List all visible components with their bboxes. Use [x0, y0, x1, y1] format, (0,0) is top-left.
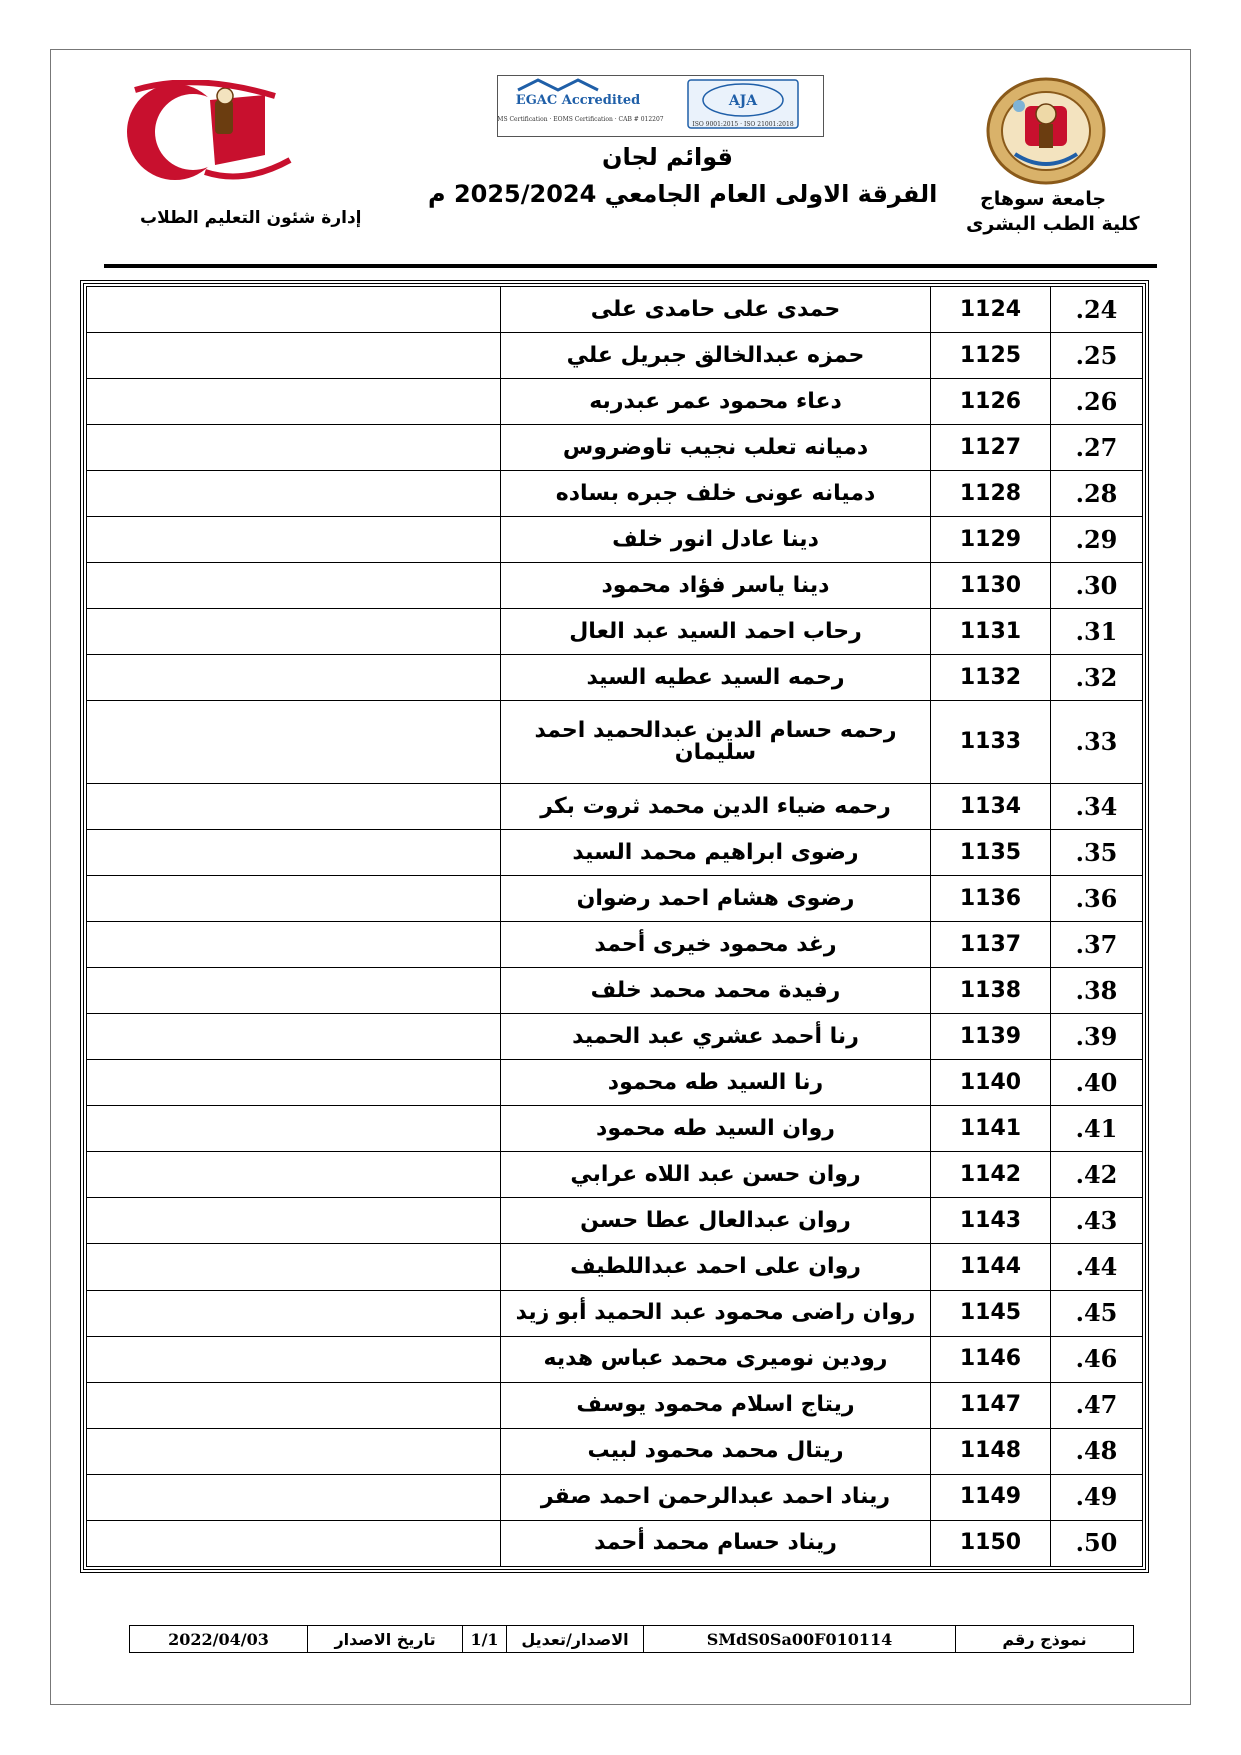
signature-cell — [87, 830, 501, 876]
seat-number: 1136 — [931, 876, 1051, 922]
student-name: رغد محمود خيرى أحمد — [501, 922, 931, 968]
row-number: 47. — [1051, 1382, 1143, 1428]
row-number: 48. — [1051, 1428, 1143, 1474]
header-rule — [104, 264, 1157, 268]
row-number: 25. — [1051, 333, 1143, 379]
signature-cell — [87, 1244, 501, 1290]
version-label: الاصدار/تعديل — [506, 1626, 643, 1652]
date-value: 2022/04/03 — [168, 1629, 269, 1649]
form-code: SMdS0Sa00F010114 — [643, 1626, 955, 1652]
seat-number: 1140 — [931, 1060, 1051, 1106]
student-name: روان السيد طه محمود — [501, 1106, 931, 1152]
doc-title: قوائم لجان — [602, 143, 733, 171]
faculty-name: كلية الطب البشرى — [966, 213, 1140, 235]
student-name: روان راضى محمود عبد الحميد أبو زيد — [501, 1290, 931, 1336]
seat-number: 1133 — [931, 701, 1051, 784]
signature-cell — [87, 1474, 501, 1520]
seat-number: 1137 — [931, 922, 1051, 968]
form-label: نموذج رقم — [955, 1626, 1133, 1652]
student-name: روان عبدالعال عطا حسن — [501, 1198, 931, 1244]
date-label: تاريخ الاصدار — [307, 1626, 462, 1652]
seat-number: 1138 — [931, 968, 1051, 1014]
signature-cell — [87, 379, 501, 425]
table-row — [87, 876, 1143, 922]
signature-cell — [87, 1198, 501, 1244]
student-name: رفيدة محمد محمد خلف — [501, 968, 931, 1014]
version-value: 1/1 — [462, 1626, 506, 1652]
table-row — [87, 1474, 1143, 1520]
signature-cell — [87, 784, 501, 830]
seat-number: 1150 — [931, 1520, 1051, 1566]
table-row — [87, 922, 1143, 968]
table-row — [87, 1198, 1143, 1244]
row-number: 43. — [1051, 1198, 1143, 1244]
seat-number: 1141 — [931, 1106, 1051, 1152]
cert-left-sub: QMS Certification · EOMS Certification · CAB # 012207 — [498, 116, 664, 123]
student-name: ريتاج اسلام محمود يوسف — [501, 1382, 931, 1428]
signature-cell — [87, 1336, 501, 1382]
table-row — [87, 701, 1143, 784]
student-name: حمدى على حامدى على — [501, 287, 931, 333]
table-row — [87, 563, 1143, 609]
seat-number: 1128 — [931, 471, 1051, 517]
table-row — [87, 830, 1143, 876]
signature-cell — [87, 968, 501, 1014]
table-row — [87, 1290, 1143, 1336]
seat-number: 1135 — [931, 830, 1051, 876]
row-number: 50. — [1051, 1520, 1143, 1566]
student-name: رحمه ضياء الدين محمد ثروت بكر — [501, 784, 931, 830]
student-name: روان حسن عبد اللاه عرابي — [501, 1152, 931, 1198]
student-name: رضوى هشام احمد رضوان — [501, 876, 931, 922]
row-number: 33. — [1051, 701, 1143, 784]
row-number: 42. — [1051, 1152, 1143, 1198]
seat-number: 1125 — [931, 333, 1051, 379]
row-number: 39. — [1051, 1014, 1143, 1060]
student-name: دعاء محمود عمر عبدربه — [501, 379, 931, 425]
table-row — [87, 333, 1143, 379]
row-number: 29. — [1051, 517, 1143, 563]
signature-cell — [87, 876, 501, 922]
signature-cell — [87, 1382, 501, 1428]
row-number: 30. — [1051, 563, 1143, 609]
seat-number: 1127 — [931, 425, 1051, 471]
student-name: دينا عادل انور خلف — [501, 517, 931, 563]
table-row — [87, 1152, 1143, 1198]
certification-badges — [497, 75, 824, 137]
row-number: 38. — [1051, 968, 1143, 1014]
table-row — [87, 1520, 1143, 1566]
row-number: 31. — [1051, 609, 1143, 655]
signature-cell — [87, 701, 501, 784]
table-row — [87, 1382, 1143, 1428]
table-row — [87, 1244, 1143, 1290]
cert-left-title: EGAC Accredited — [515, 93, 641, 108]
signature-cell — [87, 517, 501, 563]
seat-number: 1144 — [931, 1244, 1051, 1290]
row-number: 26. — [1051, 379, 1143, 425]
student-name: رنا أحمد عشري عبد الحميد — [501, 1014, 931, 1060]
cert-right-title: AJA — [728, 93, 758, 109]
row-number: 34. — [1051, 784, 1143, 830]
student-name: ريتال محمد محمود لبيب — [501, 1428, 931, 1474]
table-row — [87, 517, 1143, 563]
student-name: دميانه عونى خلف جبره بساده — [501, 471, 931, 517]
student-name: دميانه تعلب نجيب تاوضروس — [501, 425, 931, 471]
row-number: 27. — [1051, 425, 1143, 471]
seat-number: 1124 — [931, 287, 1051, 333]
signature-cell — [87, 655, 501, 701]
signature-cell — [87, 287, 501, 333]
table-row — [87, 609, 1143, 655]
seat-number: 1146 — [931, 1336, 1051, 1382]
seat-number: 1134 — [931, 784, 1051, 830]
signature-cell — [87, 922, 501, 968]
student-name: رحاب احمد السيد عبد العال — [501, 609, 931, 655]
seat-number: 1143 — [931, 1198, 1051, 1244]
cert-right-sub: ISO 9001:2015 · ISO 21001:2018 — [692, 121, 794, 128]
row-number: 24. — [1051, 287, 1143, 333]
seat-number: 1130 — [931, 563, 1051, 609]
student-name: ريناد حسام محمد أحمد — [501, 1520, 931, 1566]
seat-number: 1131 — [931, 609, 1051, 655]
signature-cell — [87, 1428, 501, 1474]
department-name: إدارة شئون التعليم الطلاب — [140, 208, 362, 228]
table-row — [87, 1014, 1143, 1060]
table-row — [87, 471, 1143, 517]
table-row — [87, 1106, 1143, 1152]
table-row — [87, 968, 1143, 1014]
row-number: 36. — [1051, 876, 1143, 922]
row-number: 32. — [1051, 655, 1143, 701]
student-name: رنا السيد طه محمود — [501, 1060, 931, 1106]
university-name: جامعة سوهاج — [980, 188, 1107, 210]
table-row — [87, 784, 1143, 830]
seat-number: 1145 — [931, 1290, 1051, 1336]
row-number: 28. — [1051, 471, 1143, 517]
students-table — [80, 280, 1149, 1573]
table-row — [87, 425, 1143, 471]
student-name: رحمه حسام الدين عبدالحميد احمد سليمان — [501, 701, 931, 784]
table-row — [87, 287, 1143, 333]
student-name: رضوى ابراهيم محمد السيد — [501, 830, 931, 876]
signature-cell — [87, 1520, 501, 1566]
signature-cell — [87, 1014, 501, 1060]
seat-number: 1142 — [931, 1152, 1051, 1198]
table-row — [87, 1336, 1143, 1382]
table-row — [87, 1060, 1143, 1106]
doc-subtitle: الفرقة الاولى العام الجامعي 2025/2024 م — [428, 180, 938, 208]
row-number: 35. — [1051, 830, 1143, 876]
signature-cell — [87, 333, 501, 379]
seat-number: 1129 — [931, 517, 1051, 563]
faculty-logo-icon — [115, 80, 315, 190]
seat-number: 1147 — [931, 1382, 1051, 1428]
signature-cell — [87, 609, 501, 655]
accreditation-logos-icon — [498, 76, 823, 136]
signature-cell — [87, 471, 501, 517]
seat-number: 1148 — [931, 1428, 1051, 1474]
signature-cell — [87, 425, 501, 471]
seat-number: 1139 — [931, 1014, 1051, 1060]
student-name: دينا ياسر فؤاد محمود — [501, 563, 931, 609]
row-number: 46. — [1051, 1336, 1143, 1382]
university-seal-icon — [985, 76, 1107, 186]
row-number: 44. — [1051, 1244, 1143, 1290]
form-footer — [129, 1625, 1134, 1653]
row-number: 37. — [1051, 922, 1143, 968]
student-name: رحمه السيد عطيه السيد — [501, 655, 931, 701]
table-row — [87, 655, 1143, 701]
student-name: رودين نوميرى محمد عباس هديه — [501, 1336, 931, 1382]
student-name: حمزه عبدالخالق جبريل علي — [501, 333, 931, 379]
signature-cell — [87, 1290, 501, 1336]
seat-number: 1132 — [931, 655, 1051, 701]
table-row — [87, 1428, 1143, 1474]
row-number: 45. — [1051, 1290, 1143, 1336]
student-name: روان على احمد عبداللطيف — [501, 1244, 931, 1290]
signature-cell — [87, 1152, 501, 1198]
table-row — [87, 379, 1143, 425]
seat-number: 1126 — [931, 379, 1051, 425]
seat-number: 1149 — [931, 1474, 1051, 1520]
signature-cell — [87, 1060, 501, 1106]
row-number: 41. — [1051, 1106, 1143, 1152]
signature-cell — [87, 563, 501, 609]
row-number: 49. — [1051, 1474, 1143, 1520]
row-number: 40. — [1051, 1060, 1143, 1106]
student-name: ريناد احمد عبدالرحمن احمد صقر — [501, 1474, 931, 1520]
signature-cell — [87, 1106, 501, 1152]
